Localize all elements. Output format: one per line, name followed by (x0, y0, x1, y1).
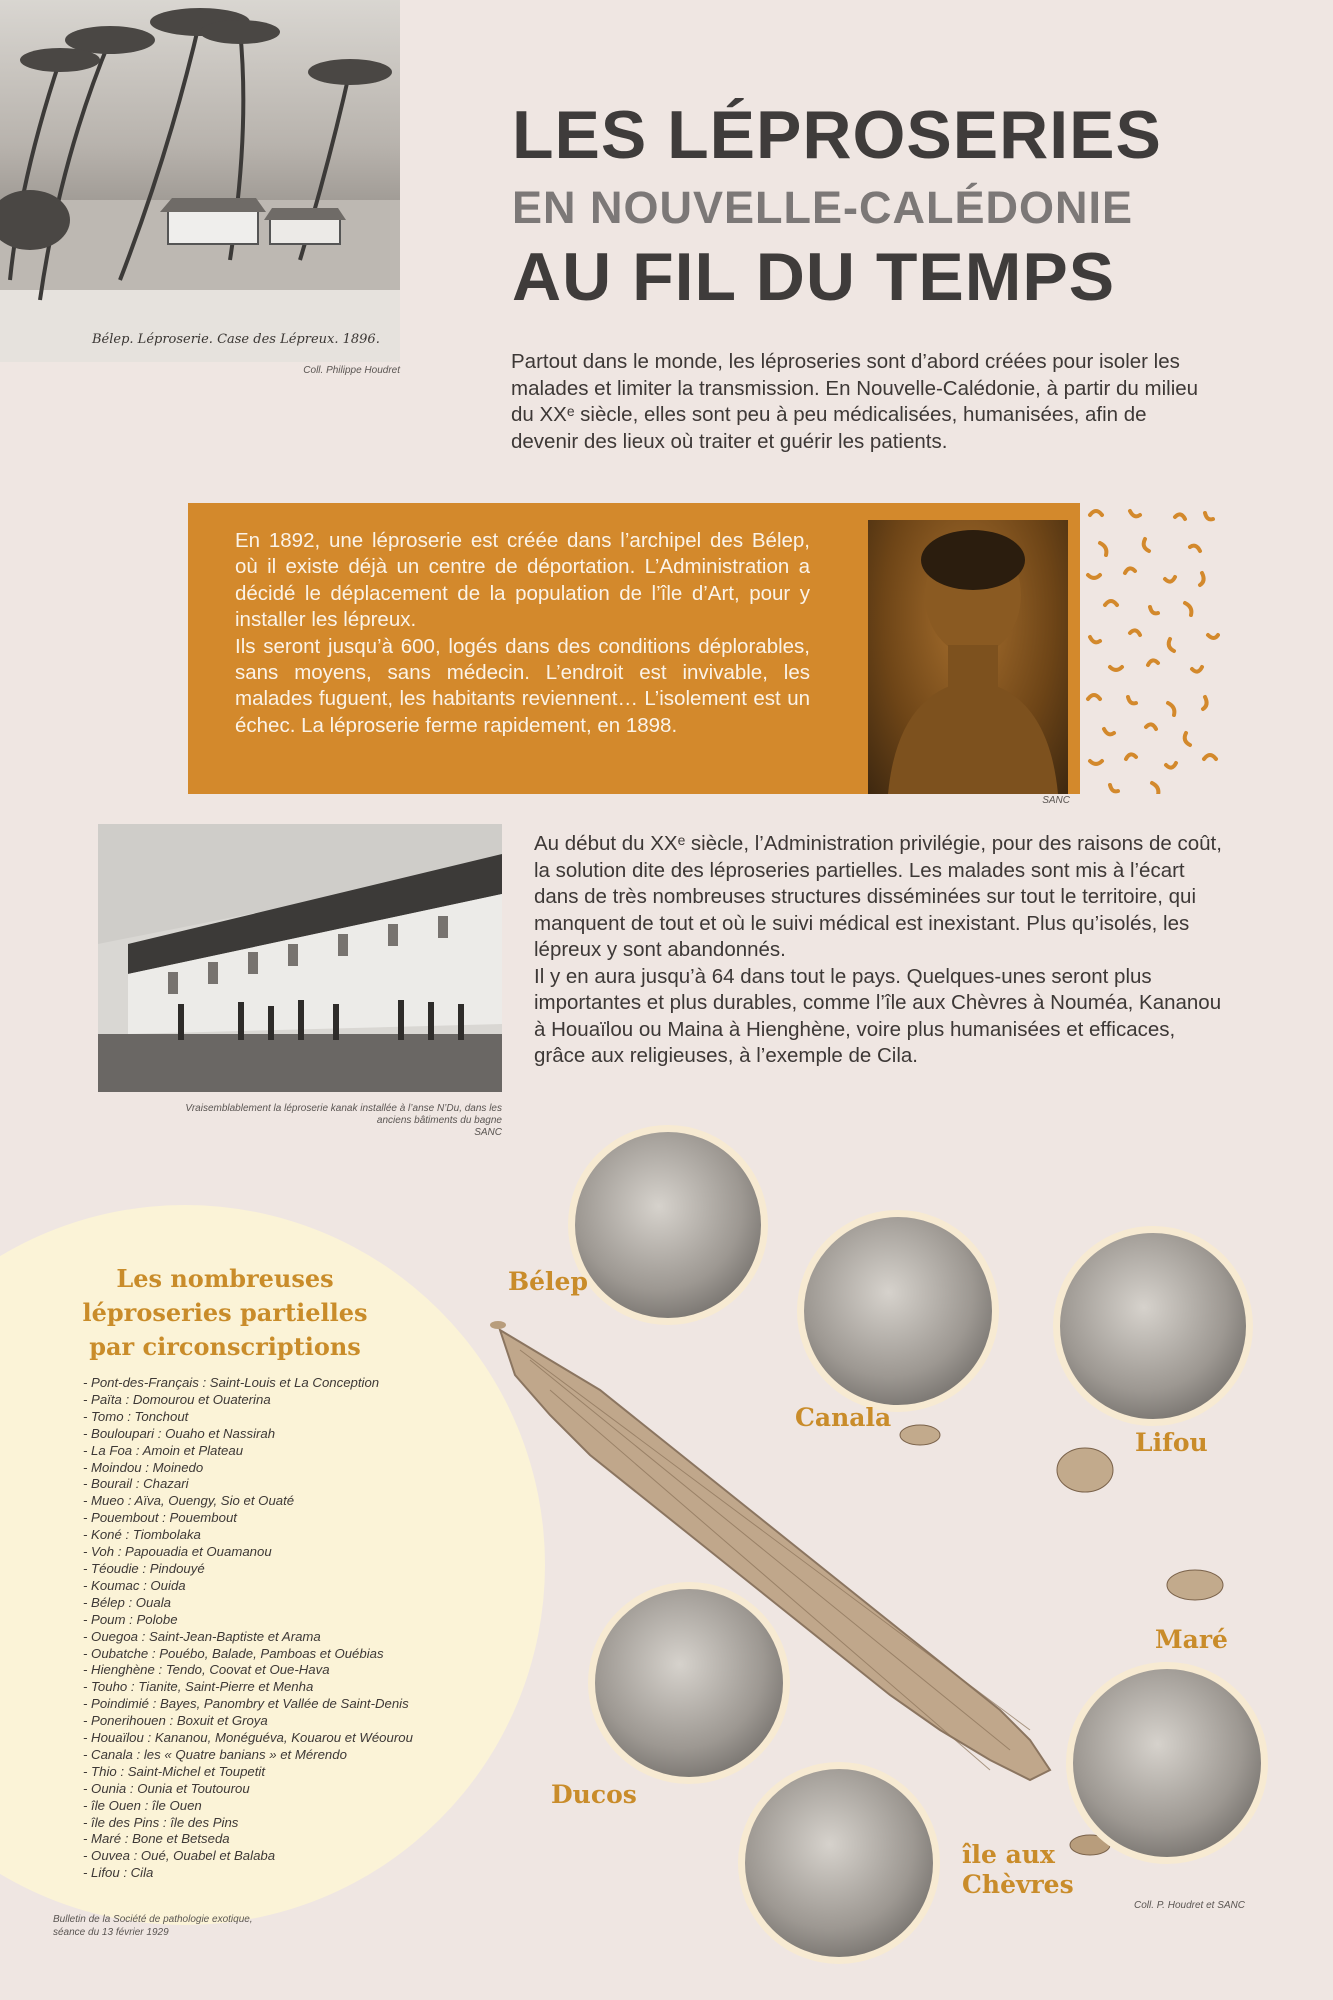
place-label-lifou: Lifou (1135, 1428, 1208, 1457)
list-item: - île Ouen : île Ouen (83, 1797, 202, 1813)
place-label-ile-line2: Chèvres (962, 1870, 1074, 1899)
list-item: - Oubatche : Pouébo, Balade, Pamboas et Ouébias (83, 1645, 384, 1661)
portrait-silhouette (868, 520, 1068, 794)
list-item: - Voh : Papouadia et Ouamanou (83, 1544, 272, 1560)
list-heading (40, 1262, 410, 1364)
mare-circle-photo (1066, 1662, 1268, 1864)
partial-leproseries-p1: Au début du XXᵉ siècle, l’Administration privilégie, pour des raisons de coût, la solution dite des léproseries partielles. Les malades sont mis à l’écart dans de très nombreuses structures disséminées sur tout le territoire, qui manquent de tout et où le suivi médical est inexistant. Plus qu’isolés, les lépreux y sont abandonnés. (534, 832, 1222, 961)
list-item: - Ouegoa : Saint-Jean-Baptiste et Arama (83, 1628, 321, 1644)
belep-history-p1: En 1892, une léproserie est créée dans l’archipel des Bélep, où il existe déjà un centre de déportation. L’Administration a décidé le déplacement de la population de l’île d’Art, pour y installer les lépreux. (235, 529, 810, 632)
canala-circle-photo (797, 1210, 999, 1412)
middle-photo-caption-line2: anciens bâtiments du bagne (376, 1115, 502, 1126)
middle-photo-caption-line1: Vraisemblablement la léproserie kanak installée à l’anse N’Du, dans les (185, 1103, 502, 1114)
middle-photo-credit: SANC (474, 1127, 502, 1138)
ducos-circle-photo (588, 1582, 790, 1784)
list-item: - Houaïlou : Kananou, Monéguéva, Kouarou et Wéourou (83, 1730, 413, 1746)
map-credit: Coll. P. Houdret et SANC (1134, 1900, 1245, 1911)
list-item: - Moindou : Moinedo (83, 1459, 204, 1475)
list-item: - Canala : les « Quatre banians » et Mérendo (83, 1746, 347, 1762)
ile-aux-chevres-circle-photo (738, 1762, 940, 1964)
place-label-ile-aux-chevres (962, 1840, 1074, 1900)
list-item: - Bouloupari : Ouaho et Nassirah (83, 1425, 276, 1441)
list-heading-line1: Les nombreuses (116, 1264, 334, 1293)
list-item: - Bélep : Ouala (83, 1594, 171, 1610)
portrait-credit: SANC (1042, 795, 1070, 806)
list-item: - Pont-des-Français : Saint-Louis et La Conception (83, 1375, 380, 1390)
title-line-3: AU FIL DU TEMPS (512, 239, 1116, 315)
place-label-ile-line1: île aux (962, 1840, 1055, 1869)
list-item: - Païta : Domourou et Ouaterina (83, 1391, 271, 1407)
list-item: - Poum : Polobe (83, 1611, 178, 1627)
list-item: - Ouvea : Oué, Ouabel et Balaba (83, 1848, 276, 1864)
orange-squiggle-pattern (1080, 503, 1220, 794)
list-item: - Maré : Bone et Betseda (83, 1831, 230, 1847)
list-item: - Mueo : Aïva, Ouengy, Sio et Ouaté (83, 1493, 295, 1509)
list-heading-line3: par circonscriptions (89, 1332, 361, 1361)
list-item: - Téoudie : Pindouyé (83, 1560, 205, 1576)
list-source-line1: Bulletin de la Société de pathologie exotique, (53, 1914, 253, 1925)
list-source-line2: séance du 13 février 1929 (53, 1927, 169, 1938)
belep-history-text (235, 528, 810, 739)
palm-scene-illustration (0, 0, 400, 362)
list-item: - Hienghène : Tendo, Coovat et Oue-Hava (83, 1662, 330, 1678)
lifou-circle-photo (1053, 1226, 1253, 1426)
list-item: - île des Pins : île des Pins (83, 1814, 239, 1830)
title-line-2: EN NOUVELLE-CALÉDONIE (512, 182, 1134, 233)
list-item: - Pouembout : Pouembout (83, 1510, 237, 1526)
list-item: - Bourail : Chazari (83, 1476, 189, 1492)
list-item: - Touho : Tianite, Saint-Pierre et Menha (83, 1679, 314, 1695)
intro-text: Partout dans le monde, les léproseries sont d’abord créées pour isoler les malades et limiter la transmission. En Nouvelle-Calédonie, à partir du milieu du XXᵉ siècle, elles sont peu à peu médicalisées, humanisées, afin de devenir des lieux où traiter et guérir les patients. (511, 350, 1199, 453)
place-label-mare: Maré (1155, 1625, 1228, 1654)
list-item: - Poindimié : Bayes, Panombry et Vallée de Saint-Denis (83, 1696, 409, 1712)
place-label-ducos: Ducos (551, 1780, 637, 1809)
belep-circle-photo (568, 1125, 768, 1325)
belep-history-p2: Ils seront jusqu’à 600, logés dans des conditions déplorables, sans moyens, sans médecin. L’endroit est invivable, les malades fuguent, les habitants reviennent… L’isolement est un échec. La léproserie ferme rapidement, en 1898. (235, 634, 810, 737)
list-source (53, 1913, 353, 1939)
middle-photo-caption (98, 1103, 502, 1139)
place-label-canala: Canala (795, 1403, 892, 1432)
list-heading-line2: léproseries partielles (82, 1298, 368, 1327)
partial-leproseries-p2: Il y en aura jusqu’à 64 dans tout le pays. Quelques-unes seront plus importantes et plus durables, comme l’île aux Chèvres à Nouméa, Kananou à Houaïlou ou Maina à Hienghène, voire plus humanisées et efficaces, grâce aux religieuses, à l’exemple de Cila. (534, 964, 1222, 1067)
list-item: - Ponerihouen : Boxuit et Groya (83, 1713, 268, 1729)
list-item: - Koné : Tiombolaka (83, 1527, 201, 1543)
photo-handwritten-caption: Bélep. Léproserie. Case des Lépreux. 1896. (92, 332, 380, 347)
list-item: - Thio : Saint-Michel et Toupetit (83, 1763, 266, 1779)
title-line-1: LES LÉPROSERIES (512, 97, 1162, 173)
patient-portrait-photo (868, 520, 1068, 794)
list-item: - Koumac : Ouida (83, 1577, 186, 1593)
list-item: - Lifou : Cila (83, 1865, 154, 1881)
place-label-belep: Bélep (508, 1267, 588, 1296)
list-item: - Tomo : Tonchout (83, 1408, 189, 1424)
top-photo-credit: Coll. Philippe Houdret (303, 365, 400, 376)
partial-leproseries-text (534, 831, 1224, 1070)
list-item: - La Foa : Amoin et Plateau (83, 1442, 244, 1458)
partial-leproseries-list (83, 1375, 413, 1882)
list-item: - Ounia : Ounia et Toutourou (83, 1780, 250, 1796)
belep-leproserie-photo (0, 0, 400, 362)
nd-leproserie-photo (98, 824, 502, 1092)
bagne-building-illustration (98, 824, 502, 1092)
